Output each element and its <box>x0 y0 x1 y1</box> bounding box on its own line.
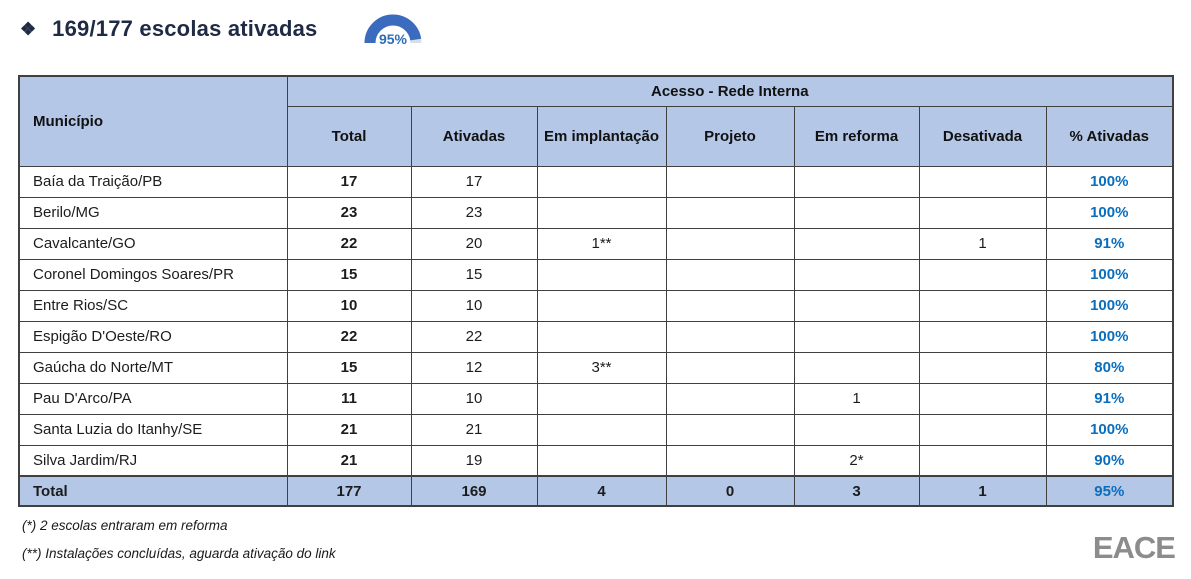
table-row <box>19 352 1173 383</box>
cell-pct-ativadas: 100% <box>1046 414 1173 445</box>
gauge-value: 95% <box>379 31 408 47</box>
cell-desativada <box>919 290 1046 321</box>
cell-em-reforma <box>794 197 919 228</box>
cell-projeto <box>666 166 794 197</box>
cell-ativadas: 22 <box>411 321 537 352</box>
cell-total: 21 <box>287 445 411 476</box>
cell-desativada <box>919 259 1046 290</box>
cell-pct-ativadas: 91% <box>1046 383 1173 414</box>
cell-em-reforma: 2* <box>794 445 919 476</box>
cell-total-label: Total <box>19 476 287 506</box>
cell-total: 17 <box>287 166 411 197</box>
cell-municipio: Coronel Domingos Soares/PR <box>19 259 287 290</box>
cell-municipio: Santa Luzia do Itanhy/SE <box>19 414 287 445</box>
page-title: 169/177 escolas ativadas <box>52 16 318 41</box>
table-row <box>19 228 1173 259</box>
cell-municipio: Berilo/MG <box>19 197 287 228</box>
table-row <box>19 383 1173 414</box>
cell-em-reforma: 1 <box>794 383 919 414</box>
cell-pct-ativadas: 100% <box>1046 290 1173 321</box>
cell-em-reforma <box>794 290 919 321</box>
cell-em-implantacao: 4 <box>537 476 666 506</box>
table-row <box>19 445 1173 476</box>
schools-table <box>18 75 1174 507</box>
table-body <box>19 166 1173 506</box>
cell-em-implantacao <box>537 321 666 352</box>
cell-ativadas: 21 <box>411 414 537 445</box>
cell-pct-ativadas: 80% <box>1046 352 1173 383</box>
cell-projeto: 0 <box>666 476 794 506</box>
cell-desativada <box>919 321 1046 352</box>
column-header-total: Total <box>287 106 411 166</box>
cell-municipio: Silva Jardim/RJ <box>19 445 287 476</box>
cell-ativadas: 10 <box>411 290 537 321</box>
cell-projeto <box>666 383 794 414</box>
cell-em-reforma: 3 <box>794 476 919 506</box>
cell-projeto <box>666 259 794 290</box>
cell-desativada <box>919 197 1046 228</box>
cell-em-implantacao <box>537 166 666 197</box>
table-row <box>19 259 1173 290</box>
table-row <box>19 321 1173 352</box>
cell-em-reforma <box>794 228 919 259</box>
cell-desativada <box>919 445 1046 476</box>
group-header-acesso-rede-interna: Acesso - Rede Interna <box>287 76 1173 106</box>
table-row <box>19 166 1173 197</box>
cell-ativadas: 169 <box>411 476 537 506</box>
cell-municipio: Gaúcha do Norte/MT <box>19 352 287 383</box>
footnote-instalacoes: (**) Instalações concluídas, aguarda ativação do link <box>22 546 336 561</box>
cell-total: 11 <box>287 383 411 414</box>
cell-total: 15 <box>287 352 411 383</box>
cell-projeto <box>666 228 794 259</box>
cell-pct-ativadas: 91% <box>1046 228 1173 259</box>
cell-desativada <box>919 166 1046 197</box>
cell-projeto <box>666 197 794 228</box>
column-header-desativada: Desativada <box>919 106 1046 166</box>
cell-desativada <box>919 414 1046 445</box>
eace-logo: EACE <box>1092 530 1175 565</box>
cell-em-implantacao <box>537 383 666 414</box>
cell-ativadas: 20 <box>411 228 537 259</box>
cell-desativada: 1 <box>919 228 1046 259</box>
cell-em-reforma <box>794 352 919 383</box>
cell-total: 22 <box>287 228 411 259</box>
cell-pct-ativadas: 90% <box>1046 445 1173 476</box>
cell-ativadas: 10 <box>411 383 537 414</box>
cell-projeto <box>666 352 794 383</box>
column-header-projeto: Projeto <box>666 106 794 166</box>
percentage-gauge <box>363 12 423 48</box>
table-total-row <box>19 476 1173 506</box>
column-header-em-reforma: Em reforma <box>794 106 919 166</box>
cell-em-reforma <box>794 414 919 445</box>
cell-ativadas: 12 <box>411 352 537 383</box>
cell-projeto <box>666 445 794 476</box>
cell-total: 15 <box>287 259 411 290</box>
title-row <box>20 10 423 48</box>
cell-em-implantacao <box>537 259 666 290</box>
column-header-ativadas: Ativadas <box>411 106 537 166</box>
cell-em-implantacao: 1** <box>537 228 666 259</box>
cell-ativadas: 17 <box>411 166 537 197</box>
cell-municipio: Baía da Traição/PB <box>19 166 287 197</box>
cell-total: 22 <box>287 321 411 352</box>
cell-municipio: Espigão D'Oeste/RO <box>19 321 287 352</box>
cell-pct-ativadas: 100% <box>1046 197 1173 228</box>
table-row <box>19 290 1173 321</box>
cell-em-reforma <box>794 321 919 352</box>
cell-em-reforma <box>794 166 919 197</box>
cell-desativada <box>919 383 1046 414</box>
cell-em-implantacao <box>537 445 666 476</box>
cell-projeto <box>666 321 794 352</box>
cell-projeto <box>666 414 794 445</box>
cell-ativadas: 19 <box>411 445 537 476</box>
cell-em-implantacao <box>537 414 666 445</box>
cell-total: 177 <box>287 476 411 506</box>
cell-em-reforma <box>794 259 919 290</box>
column-header-em-implantacao: Em implantação <box>537 106 666 166</box>
table-header <box>19 76 1173 166</box>
cell-desativada: 1 <box>919 476 1046 506</box>
cell-municipio: Cavalcante/GO <box>19 228 287 259</box>
cell-pct-ativadas: 100% <box>1046 321 1173 352</box>
cell-em-implantacao <box>537 290 666 321</box>
column-header-municipio: Município <box>19 76 287 166</box>
cell-municipio: Pau D'Arco/PA <box>19 383 287 414</box>
column-header-pct-ativadas: % Ativadas <box>1046 106 1173 166</box>
cell-ativadas: 23 <box>411 197 537 228</box>
table-row <box>19 197 1173 228</box>
cell-desativada <box>919 352 1046 383</box>
cell-total: 10 <box>287 290 411 321</box>
cell-pct-ativadas: 100% <box>1046 166 1173 197</box>
table-row <box>19 414 1173 445</box>
cell-pct-ativadas: 95% <box>1046 476 1173 506</box>
cell-projeto <box>666 290 794 321</box>
cell-total: 23 <box>287 197 411 228</box>
cell-em-implantacao <box>537 197 666 228</box>
cell-ativadas: 15 <box>411 259 537 290</box>
footnote-reforma: (*) 2 escolas entraram em reforma <box>22 518 228 533</box>
cell-municipio: Entre Rios/SC <box>19 290 287 321</box>
cell-em-implantacao: 3** <box>537 352 666 383</box>
cell-pct-ativadas: 100% <box>1046 259 1173 290</box>
diamond-bullet-icon: ❖ <box>20 18 37 39</box>
cell-total: 21 <box>287 414 411 445</box>
